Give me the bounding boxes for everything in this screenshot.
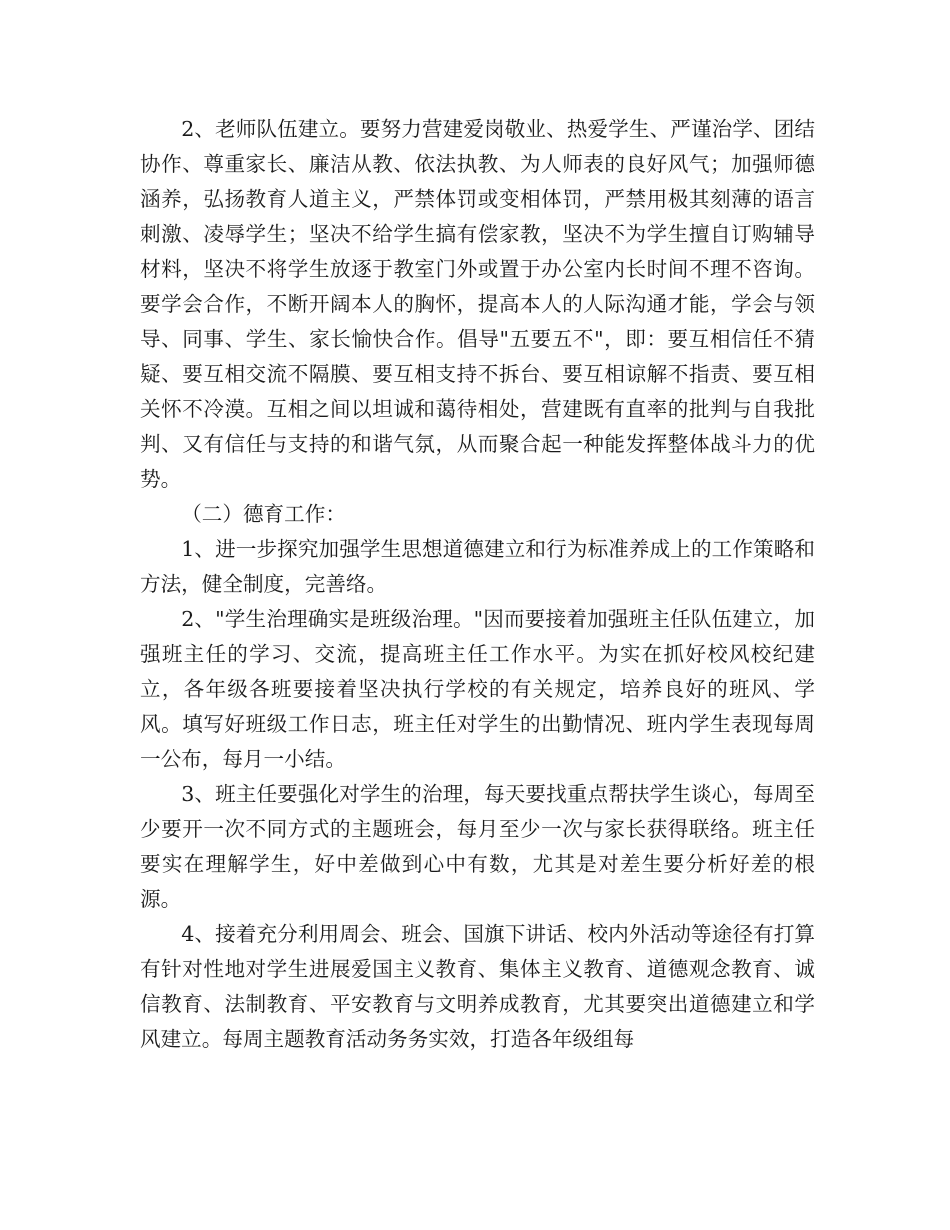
paragraph-moral-1: 1、进一步探究加强学生思想道德建立和行为标准养成上的工作策略和方法，健全制度，完善络。 <box>140 537 815 596</box>
paragraph-moral-4: 4、接着充分利用周会、班会、国旗下讲话、校内外活动等途径有打算有针对性地对学生进展爱国主义教育、集体主义教育、道德观念教育、诚信教育、法制教育、平安教育与文明养成教育，尤其要突出道德建立和学风建立。每周主题教育活动务务实效，打造各年级组每 <box>140 922 815 1051</box>
paragraph-moral-2: 2、"学生治理确实是班级治理。"因而要接着加强班主任队伍建立，加强班主任的学习、交流，提高班主任工作水平。为实在抓好校风校纪建立，各年级各班要接着坚决执行学校的有关规定，培养良好的班风、学风。填写好班级工作日志，班主任对学生的出勤情况、班内学生表现每周一公布，每月一小结。 <box>140 607 815 771</box>
paragraph-teacher-team: 2、老师队伍建立。要努力营建爱岗敬业、热爱学生、严谨治学、团结协作、尊重家长、廉洁从教、依法执教、为人师表的良好风气；加强师德涵养，弘扬教育人道主义，严禁体罚或变相体罚，严禁用极其刻薄的语言刺激、凌辱学生；坚决不给学生搞有偿家教，坚决不为学生擅自订购辅导材料，坚决不将学生放逐于教室门外或置于办公室内长时间不理不咨询。要学会合作，不断开阔本人的胸怀，提高本人的人际沟通才能，学会与领导、同事、学生、家长愉快合作。倡导"五要五不"，即：要互相信任不猜疑、要互相交流不隔膜、要互相支持不拆台、要互相谅解不指责、要互相关怀不冷漠。互相之间以坦诚和蔼待相处，营建既有直率的批判与自我批判、又有信任与支持的和谐气氛，从而聚合起一种能发挥整体战斗力的优势。 <box>140 117 815 491</box>
section-heading-moral-education: （二）德育工作： <box>181 502 346 526</box>
document-body <box>140 112 815 1057</box>
paragraph-moral-3: 3、班主任要强化对学生的治理，每天要找重点帮扶学生谈心，每周至少要开一次不同方式的主题班会，每月至少一次与家长获得联络。班主任要实在理解学生，好中差做到心中有数，尤其是对差生要分析好差的根源。 <box>140 782 815 911</box>
